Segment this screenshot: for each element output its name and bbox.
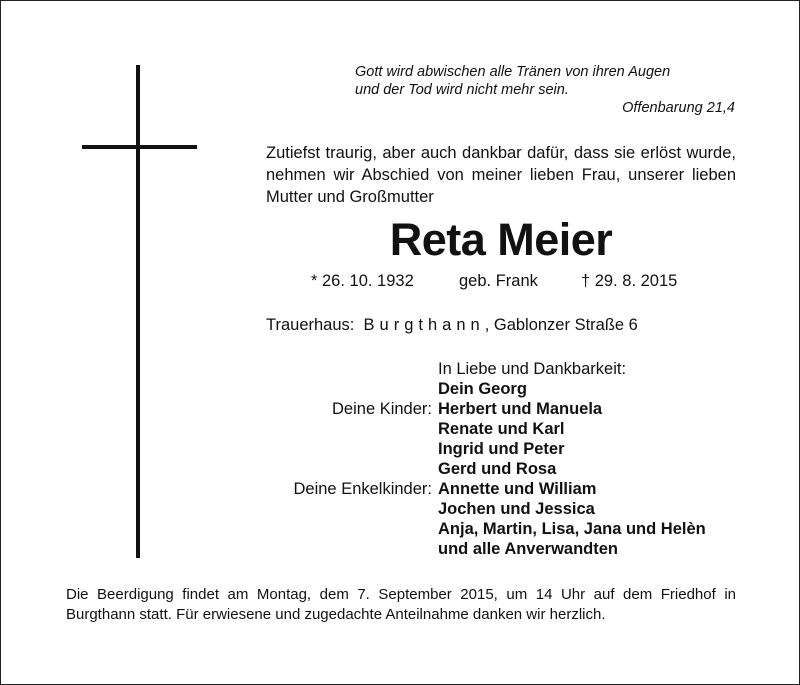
deceased-name: Reta Meier (389, 214, 613, 265)
house-address: , Gablonzer Straße 6 (484, 316, 638, 334)
bible-quote (355, 63, 735, 117)
family-closing: und alle Anverwandten (438, 540, 619, 558)
child-entry: Ingrid und Peter (438, 440, 565, 458)
birth-date: * 26. 10. 1932 (311, 272, 414, 290)
grandchildren-label: Deine Enkelkinder: (293, 480, 432, 498)
intro-text: Zutiefst traurig, aber auch dankbar dafür, dass sie erlöst wurde, nehmen wir Abschied von meiner lieben Frau, unserer lieben Mutter und Großmutter (266, 144, 736, 206)
quote-line-1: Gott wird abwischen alle Tränen von ihren Augen (355, 64, 671, 80)
family-list (0, 359, 800, 559)
mourning-house (266, 316, 638, 335)
children-label: Deine Kinder: (332, 400, 432, 418)
spouse-name: Dein Georg (438, 380, 527, 398)
quote-line-2: und der Tod wird nicht mehr sein. (355, 82, 569, 98)
child-entry: Herbert und Manuela (438, 400, 603, 418)
death-date: † 29. 8. 2015 (581, 272, 678, 290)
child-entry: Renate und Karl (438, 420, 565, 438)
grandchild-entry: Annette und William (438, 480, 597, 498)
house-label: Trauerhaus: (266, 316, 355, 334)
grandchild-entry: Jochen und Jessica (438, 500, 595, 518)
house-town: Burgthann (363, 316, 485, 334)
funeral-info: Die Beerdigung findet am Montag, dem 7. September 2015, um 14 Uhr auf dem Friedhof in Burgthann statt. Für erwiesene und zugedachte Anteilnahme danken wir herzlich. (66, 586, 736, 623)
cross-icon-bar (82, 145, 197, 149)
family-intro: In Liebe und Dankbarkeit: (438, 360, 627, 378)
grandchild-entry: Anja, Martin, Lisa, Jana und Helèn (438, 520, 706, 538)
quote-reference: Offenbarung 21,4 (622, 100, 735, 116)
child-entry: Gerd und Rosa (438, 460, 557, 478)
maiden-name: geb. Frank (459, 272, 538, 290)
